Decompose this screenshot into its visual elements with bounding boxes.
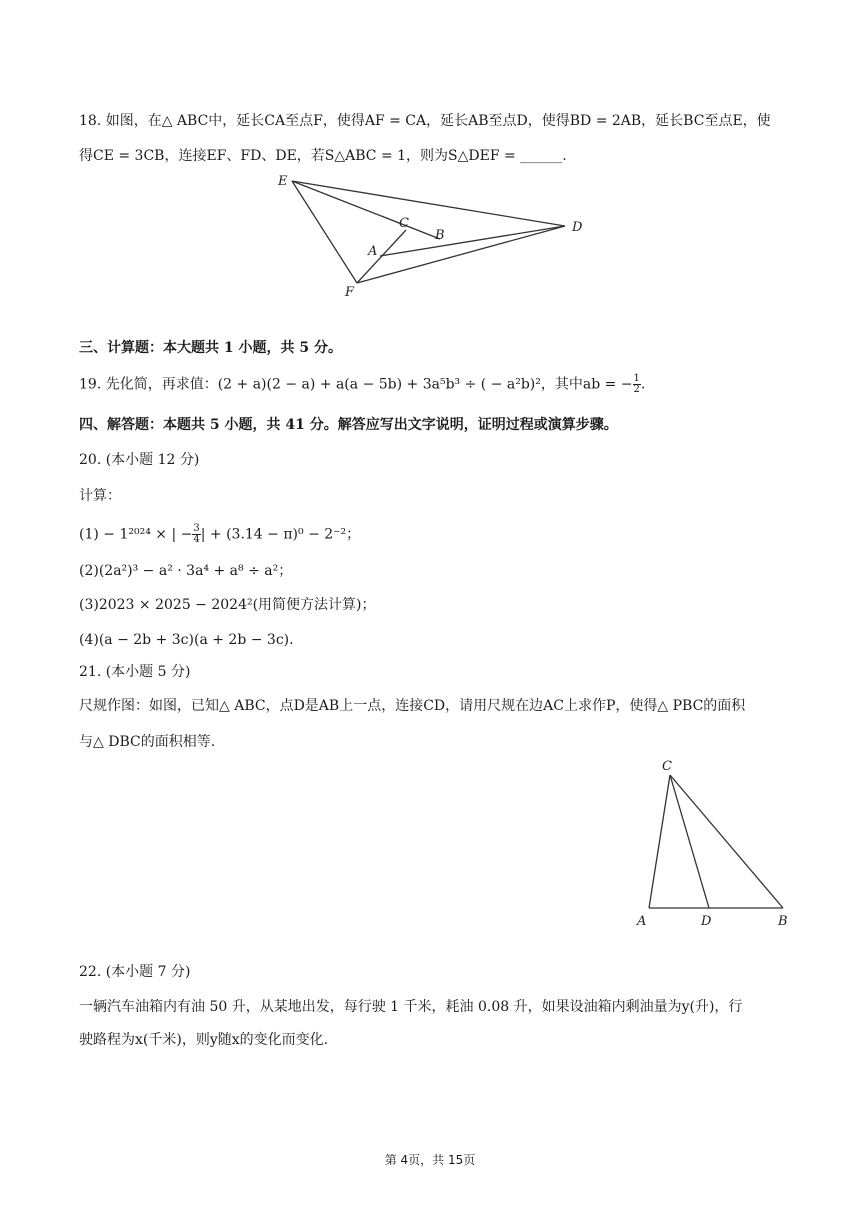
q22-line1: 一辆汽车油箱内有油 50 升，从某地出发，每行驶 1 千米，耗油 0.08 升，如果设油箱内剩油量为y(升)，行 — [79, 999, 743, 1015]
q18-label-f: F — [345, 285, 355, 300]
q22-header: 22. (本小题 7 分) — [79, 964, 191, 980]
q18-triangle-figure — [270, 168, 600, 303]
q18-label-b: B — [435, 228, 445, 243]
q20-header: 20. (本小题 12 分) — [79, 452, 200, 468]
q20-p1-den: 4 — [193, 534, 200, 545]
q18-line2: 得CE = 3CB，连接EF、FD、DE，若S△ABC = 1，则为S△DEF = ______. — [79, 148, 567, 164]
q20-part1-a: (1) − 1²⁰²⁴ × | − — [79, 526, 193, 543]
page-footer: 第 4页，共 15页 — [384, 1153, 476, 1167]
q20-part1 — [79, 524, 360, 545]
q19-text — [79, 374, 645, 395]
section3-heading: 三、计算题：本大题共 1 小题，共 5 分。 — [79, 340, 342, 356]
q18-label-d: D — [572, 220, 583, 235]
q18-label-e: E — [278, 174, 288, 189]
q21-line2: 与△ DBC的面积相等. — [79, 734, 216, 750]
q20-part1-b: | + (3.14 − π)⁰ − 2⁻²； — [200, 526, 361, 543]
q19-tail: . — [640, 376, 646, 393]
q21-triangle-figure — [630, 755, 800, 930]
q18-label-c: C — [399, 216, 409, 231]
q21-label-a: A — [637, 914, 647, 929]
q21-label-c: C — [662, 759, 672, 774]
q22-line2: 驶路程为x(千米)，则y随x的变化而变化. — [79, 1032, 329, 1048]
q19-frac-den: 2 — [633, 384, 640, 395]
q20-intro: 计算： — [79, 488, 121, 504]
q19-fraction — [633, 374, 641, 395]
q21-label-b: B — [778, 914, 788, 929]
q21-header: 21. (本小题 5 分) — [79, 664, 191, 680]
q20-p1-num: 3 — [193, 523, 200, 534]
section4-heading: 四、解答题：本题共 5 小题，共 41 分。解答应写出文字说明，证明过程或演算步骤。 — [79, 417, 618, 433]
q20-part3: (3)2023 × 2025 − 2024²(用简便方法计算)； — [79, 597, 376, 613]
q18-label-a: A — [368, 244, 378, 259]
q20-part4: (4)(a − 2b + 3c)(a + 2b − 3c). — [79, 632, 294, 648]
q19-expression: 19. 先化简，再求值：(2 + a)(2 − a) + a(a − 5b) + 3a⁵b³ ÷ ( − a²b)²，其中ab = − — [79, 376, 633, 393]
q21-label-d: D — [701, 914, 712, 929]
q20-part2: (2)(2a²)³ − a² · 3a⁴ + a⁸ ÷ a²； — [79, 563, 293, 579]
q21-line1: 尺规作图：如图，已知△ ABC，点D是AB上一点，连接CD，请用尺规在边AC上求作P，使得△ PBC的面积 — [79, 698, 746, 714]
q19-frac-num: 1 — [633, 373, 640, 384]
q20-part1-fraction — [192, 524, 200, 545]
q18-line1: 18. 如图，在△ ABC中，延长CA至点F，使得AF = CA，延长AB至点D，使得BD = 2AB，延长BC至点E，使 — [79, 113, 771, 129]
